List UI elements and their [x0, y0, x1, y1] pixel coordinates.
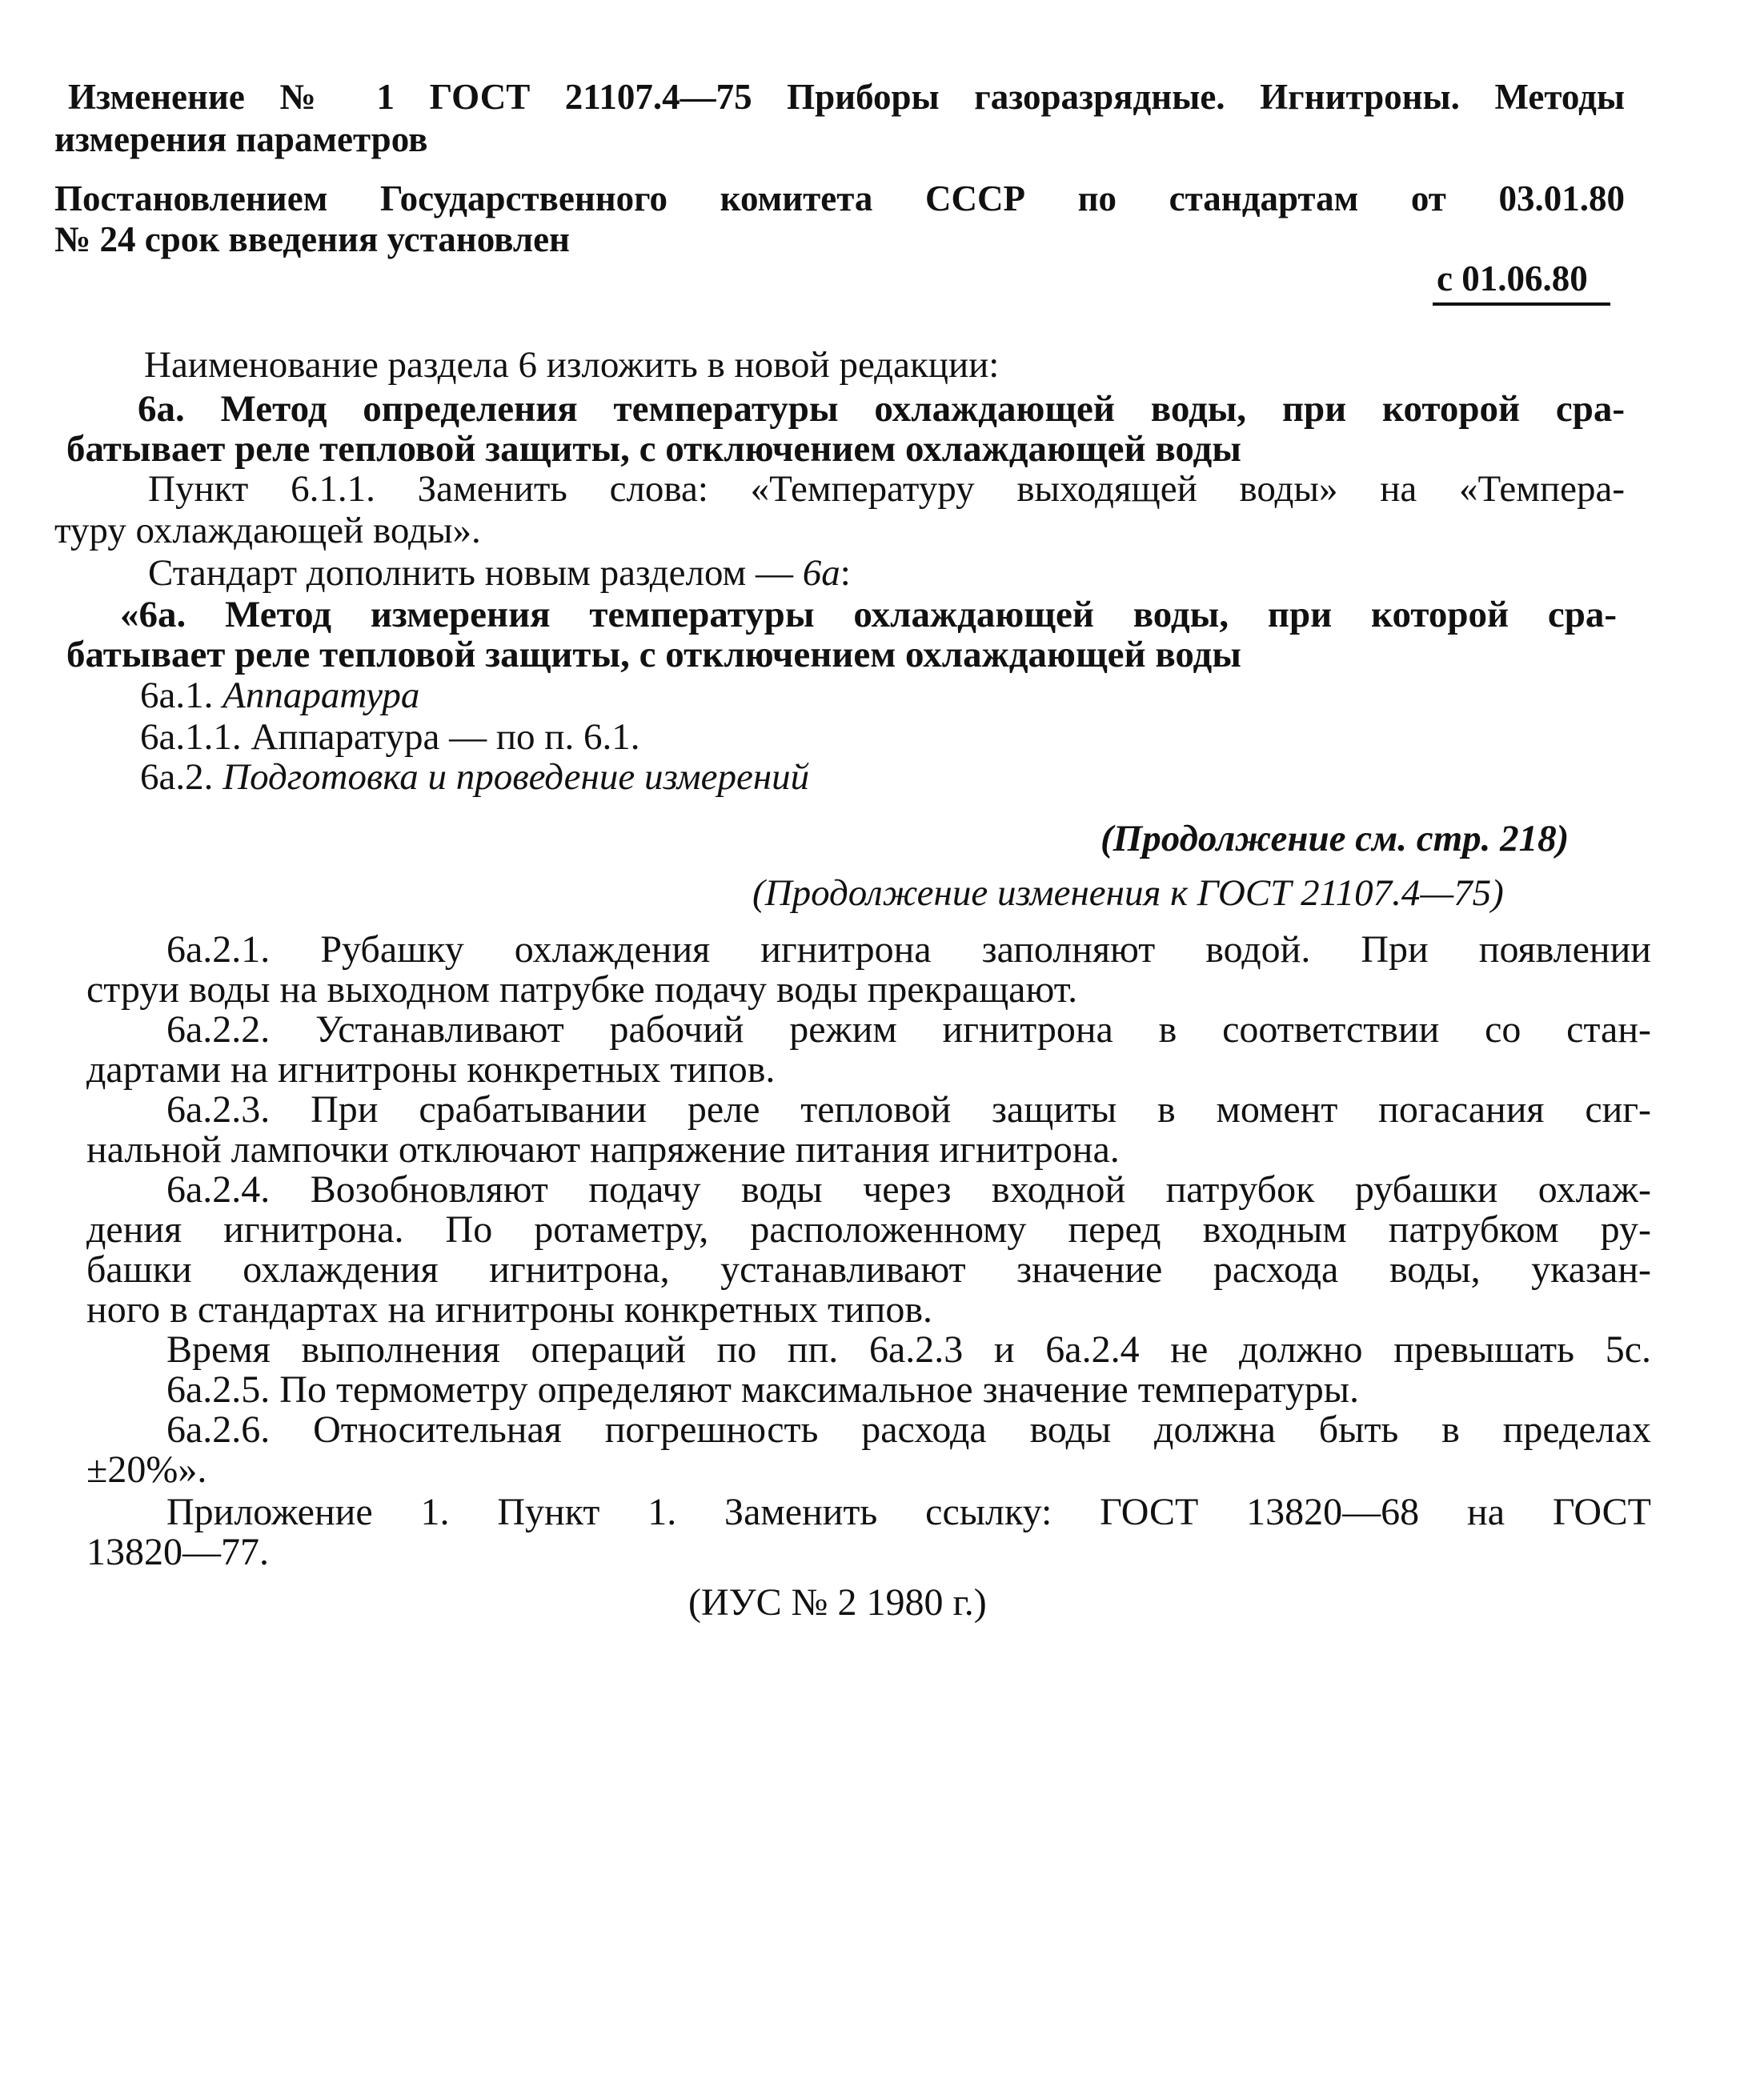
appendix-1-line-1: Приложение 1. Пункт 1. Заменить ссылку: ГОСТ 13820—68 на ГОСТ	[166, 1491, 1651, 1533]
clause-6-1-1-line-2: туру охлаждающей воды».	[54, 510, 481, 551]
clause-6a-2-1-line-1: 6а.2.1. Рубашку охлаждения игнитрона заполняют водой. При появлении	[166, 928, 1651, 971]
clause-6a-2-number: 6а.2.	[140, 756, 223, 798]
clause-6a-1-number: 6а.1.	[140, 675, 223, 716]
clause-6a-2	[140, 756, 809, 798]
effective-date: с 01.06.80	[1437, 258, 1588, 298]
section-6a-heading-line-1: «6а. Метод измерения температуры охлаждающей воды, при которой сра-	[120, 594, 1617, 635]
clause-6a-2-3-line-1: 6а.2.3. При срабатывании реле тепловой защиты в момент погасания сиг-	[166, 1088, 1651, 1131]
amendment-title-line-1: Изменение № 1 ГОСТ 21107.4—75 Приборы газоразрядные. Игнитроны. Методы	[68, 77, 1625, 117]
continuation-header: (Продолжение изменения к ГОСТ 21107.4—75)	[752, 872, 1504, 914]
new-section-number: 6а	[802, 552, 840, 594]
clause-6a-1-1: 6а.1.1. Аппаратура — по п. 6.1.	[140, 716, 640, 758]
effective-date-underline	[1433, 302, 1610, 306]
clause-6a-2-3-line-2: нальной лампочки отключают напряжение питания игнитрона.	[86, 1128, 1120, 1171]
clause-6-1-1-line-1: Пункт 6.1.1. Заменить слова: «Температуру выходящей воды» на «Темпера-	[148, 468, 1625, 510]
section-6a-heading-line-2: батывает реле тепловой защиты, с отключением охлаждающей воды	[66, 634, 1241, 675]
continued-on-page: (Продолжение см. стр. 218)	[1100, 818, 1570, 859]
clause-6a-2-6-line-1: 6а.2.6. Относительная погрешность расхода воды должна быть в пределах	[166, 1408, 1651, 1451]
clause-6a-2-title: Подготовка и проведение измерений	[223, 756, 810, 798]
clause-6a-2-2-line-2: дартами на игнитроны конкретных типов.	[86, 1048, 776, 1091]
clause-6a-2-1-line-2: струи воды на выходном патрубке подачу воды прекращают.	[86, 968, 1078, 1011]
clause-6a-2-4-line-4: ного в стандартах на игнитроны конкретных типов.	[86, 1288, 933, 1331]
new-section-colon: :	[840, 552, 851, 594]
section-6-rename-note: Наименование раздела 6 изложить в новой редакции:	[144, 344, 1000, 386]
clause-6a-2-2-line-1: 6а.2.2. Устанавливают рабочий режим игнитрона в соответствии со стан-	[166, 1008, 1651, 1051]
clause-6a-1-title: Аппаратура	[223, 675, 420, 716]
clause-6a-2-4-line-1: 6а.2.4. Возобновляют подачу воды через входной патрубок рубашки охлаж-	[166, 1168, 1651, 1211]
new-section-note	[148, 552, 851, 594]
appendix-1-line-2: 13820—77.	[86, 1531, 269, 1573]
clause-6a-2-5: 6а.2.5. По термометру определяют максимальное значение температуры.	[166, 1368, 1360, 1411]
clause-6a-2-6-line-2: ±20%».	[86, 1448, 207, 1491]
section-6a-title-line-1: 6а. Метод определения температуры охлаждающей воды, при которой сра-	[138, 388, 1625, 430]
source-reference: (ИУС № 2 1980 г.)	[688, 1581, 987, 1624]
decree-line-1: Постановлением Государственного комитета СССР по стандартам от 03.01.80	[54, 178, 1625, 218]
clause-6a-2-4-line-2: дения игнитрона. По ротаметру, расположенному перед входным патрубком ру-	[86, 1208, 1651, 1251]
section-6a-title-line-2: батывает реле тепловой защиты, с отключением охлаждающей воды	[66, 428, 1241, 470]
operation-time-note: Время выполнения операций по пп. 6а.2.3 и 6а.2.4 не должно превышать 5с.	[166, 1328, 1651, 1371]
clause-6a-1	[140, 675, 419, 716]
new-section-note-text: Стандарт дополнить новым разделом —	[148, 552, 803, 594]
decree-line-2: № 24 срок введения установлен	[54, 219, 570, 259]
amendment-title-line-2: измерения параметров	[54, 119, 428, 159]
clause-6a-2-4-line-3: башки охлаждения игнитрона, устанавливают значение расхода воды, указан-	[86, 1248, 1651, 1291]
